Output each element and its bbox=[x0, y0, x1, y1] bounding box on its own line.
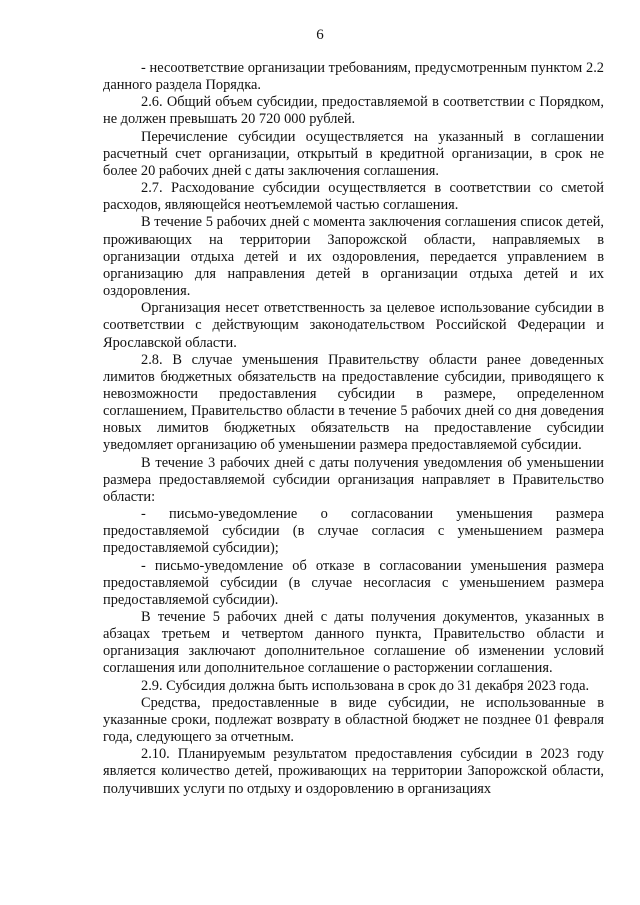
paragraph-10: - письмо-уведомление об отказе в согласовании уменьшения размера предоставляемой субсидии (в случае несогласия с уменьшением размера предоставляемой субсидии). bbox=[103, 557, 604, 608]
paragraph-5: В течение 5 рабочих дней с момента заключения соглашения список детей, проживающих на территории Запорожской области, направляемых в организации отдыха детей и их оздоровления, передается управлением в организацию для направления детей в организации отдыха детей и их оздоровления. bbox=[103, 214, 604, 300]
paragraph-12: 2.9. Субсидия должна быть использована в срок до 31 декабря 2023 года. bbox=[141, 677, 590, 694]
paragraph-9: - письмо-уведомление о согласовании уменьшения размера предоставляемой субсидии (в случае согласия с уменьшением размера предоставляемой субсидии); bbox=[103, 506, 604, 557]
paragraph-11: В течение 5 рабочих дней с даты получения документов, указанных в абзацах третьем и четвертом данного пункта, Правительство области и организация заключают дополнительное соглашение об изменении условий соглашения или дополнительное соглашение о расторжении соглашения. bbox=[103, 609, 604, 677]
paragraph-13: Средства, предоставленные в виде субсидии, не использованные в указанные сроки, подлежат возврату в областной бюджет не позднее 01 февраля года, следующего за отчетным. bbox=[103, 694, 604, 746]
document-body bbox=[103, 60, 604, 798]
paragraph-4: 2.7. Расходование субсидии осуществляется в соответствии со сметой расходов, являющейся неотъемлемой частью соглашения. bbox=[103, 180, 604, 214]
paragraph-1: - несоответствие организации требованиям, предусмотренным пунктом 2.2 данного раздела Порядка. bbox=[103, 60, 604, 94]
paragraph-8: В течение 3 рабочих дней с даты получения уведомления об уменьшении размера предоставляемой субсидии организация направляет в Правительство области: bbox=[103, 454, 604, 505]
paragraph-2: 2.6. Общий объем субсидии, предоставляемой в соответствии с Порядком, не должен превышать 20 720 000 рублей. bbox=[103, 94, 604, 128]
paragraph-14: 2.10. Планируемым результатом предоставления субсидии в 2023 году является количество детей, проживающих на территории Запорожской области, получивших услуги по отдыху и оздоровлению в организациях bbox=[103, 746, 604, 797]
paragraph-3: Перечисление субсидии осуществляется на указанный в соглашении расчетный счет организации, открытый в кредитной организации, в срок не более 20 рабочих дней с даты заключения соглашения. bbox=[103, 128, 604, 179]
page-number: 6 bbox=[316, 27, 324, 43]
paragraph-6: Организация несет ответственность за целевое использование субсидии в соответствии с действующим законодательством Российской Федерации и Ярославской области. bbox=[103, 300, 604, 351]
paragraph-7: 2.8. В случае уменьшения Правительству области ранее доведенных лимитов бюджетных обязательств на предоставление субсидии, приводящего к невозможности предоставления субсидии в размере, определенном соглашением, Правительство области в течение 5 рабочих дней со дня доведения новых лимитов бюджетных обязательств на предоставление субсидии уведомляет организацию об уменьшении размера предоставляемой субсидии. bbox=[103, 351, 604, 454]
